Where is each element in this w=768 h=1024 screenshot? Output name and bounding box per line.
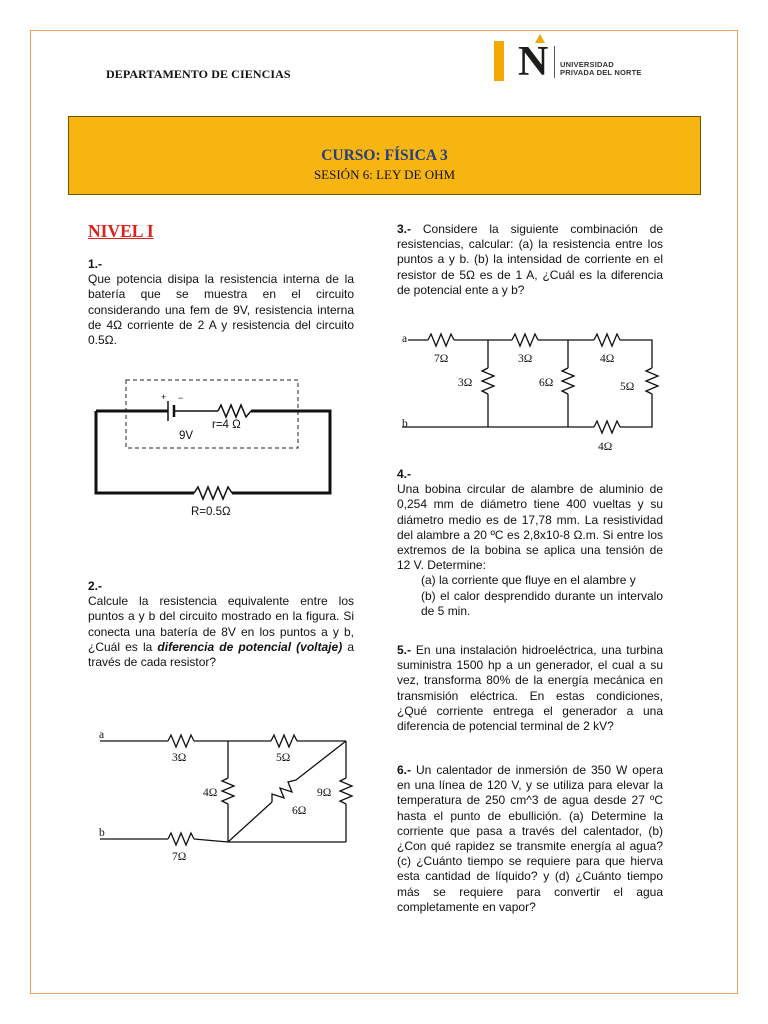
label-5ohm: 5Ω — [620, 381, 635, 393]
label-3ohm: 3Ω — [172, 752, 187, 764]
resistor-3ohm — [168, 735, 194, 747]
problem-6 — [397, 763, 663, 915]
logo-divider — [554, 46, 555, 78]
problem-text-part: a través de cada resistor? — [88, 639, 354, 670]
label-5ohm: 5Ω — [276, 752, 291, 764]
problem-2 — [88, 579, 354, 670]
problem-4 — [397, 467, 663, 619]
plus-sign: + — [161, 392, 167, 402]
logo-n-mark: N — [518, 39, 549, 85]
label-4ohm: 4Ω — [203, 787, 218, 799]
circuit-figure-1 — [90, 375, 340, 525]
course-banner — [68, 116, 701, 195]
resistor-5ohm — [646, 368, 658, 394]
label-4ohm-top: 4Ω — [600, 353, 615, 365]
problem-text: Una bobina circular de alambre de aluminio de 0,254 mm de diámetro tiene 400 vueltas y su diámetro medio es de 17,78 mm. La resistividad del alambre a 20 ºC es 2,8x10-8 Ω.m. Si entre los extremos de la bobina se aplica una tensión de 12 V. Determine: — [397, 482, 663, 573]
terminal-b-label: b — [99, 827, 105, 839]
course-title: CURSO: FÍSICA 3 — [321, 147, 448, 164]
problem-number: 6.- — [397, 763, 412, 777]
wire — [228, 802, 272, 842]
problem-text — [88, 594, 354, 670]
problem-text-body: En una instalación hidroeléctrica, una turbina suministra 1500 hp a un generador, el cual a su vez, transforma 80% de la energía mecánica en transmisión eléctrica. En estas condiciones, ¿Qué corriente entrega el generador a una diferencia de potencial terminal de 2 kV? — [397, 643, 663, 734]
problem-3 — [397, 222, 663, 298]
problem-text: Que potencia disipa la resistencia interna de la batería que se muestra en el circuito considerando una fem de 9V, resistencia interna de 4Ω corriente de 2 A y resistencia del circuito 0.5Ω. — [88, 272, 354, 348]
resistor-load — [194, 487, 232, 499]
resistor-internal — [218, 405, 251, 417]
problem-text-body: Considere la siguiente combinación de resistencias, calcular: (a) la resistencia entre los puntos a y b. (b) la intensidad de corriente en el resistor de 5Ω es de 1 A, ¿Cuál es la diferencia de potencial ente a y b? — [397, 222, 663, 297]
problem-text — [397, 763, 663, 915]
resistor-3ohm-vertical — [482, 368, 494, 394]
problem-text — [397, 643, 663, 734]
label-7ohm: 7Ω — [172, 851, 187, 863]
dashed-battery-box — [126, 380, 298, 448]
label-4ohm-bottom: 4Ω — [598, 441, 613, 453]
university-logo — [494, 38, 654, 84]
circuit-figure-3 — [400, 332, 665, 452]
label-6ohm: 6Ω — [539, 377, 554, 389]
problem-text-part: Calcule la resistencia equivalente entre los puntos a y b del circuito mostrado en la figura. Si conecta una batería de 8V en los puntos a y b, ¿Cuál es la — [88, 594, 354, 654]
label-3ohm-top: 3Ω — [518, 353, 533, 365]
label-9ohm: 9Ω — [317, 787, 332, 799]
wire — [296, 741, 346, 780]
level-heading: NIVEL I — [88, 221, 154, 241]
load-resistor-label: R=0.5Ω — [191, 506, 231, 518]
resistor-4ohm-bottom — [594, 421, 620, 433]
resistor-9ohm — [340, 778, 352, 804]
wire — [620, 394, 652, 427]
logo-text — [560, 61, 642, 77]
label-7ohm: 7Ω — [434, 353, 449, 365]
terminal-a-label: a — [99, 729, 105, 741]
problem-5 — [397, 643, 663, 734]
resistor-4ohm — [222, 778, 234, 804]
terminal-b-label: b — [402, 418, 408, 430]
session-title: SESIÓN 6: LEY DE OHM — [313, 167, 456, 182]
label-3ohm-vertical: 3Ω — [458, 377, 473, 389]
logo-accent — [535, 34, 545, 43]
department-title: DEPARTAMENTO DE CIENCIAS — [106, 67, 291, 81]
problem-item: (b) el calor desprendido durante un intervalo de 5 min. — [421, 588, 663, 618]
problem-number: 5.- — [397, 643, 412, 657]
logo-line2: PRIVADA DEL NORTE — [560, 68, 642, 77]
problem-text-body: Un calentador de inmersión de 350 W opera en una línea de 120 V, y se utiliza para elevar la temperatura de 250 cm^3 de agua desde 27 ºC hasta el punto de ebullición. (a) Determine la corriente que pasa a través del calentador, (b) ¿Con qué rapidez se transmite energía al agua? (c) ¿Cuánto tiempo se requiere para que hierva esta cantidad de líquido? y (d) ¿Cuánto tiempo más se requiere para convertir el agua completamente en vapor? — [397, 763, 663, 914]
problem-text — [397, 222, 663, 298]
resistor-4ohm-top — [594, 334, 620, 346]
problem-text-bold: diferencia de potencial (voltaje) — [157, 639, 343, 654]
problem-1 — [88, 257, 354, 348]
resistor-7ohm — [428, 334, 454, 346]
resistor-5ohm — [271, 735, 297, 747]
wire — [194, 839, 346, 842]
resistor-6ohm — [562, 368, 574, 394]
logo-line1: UNIVERSIDAD — [560, 60, 614, 69]
resistor-7ohm — [168, 833, 194, 845]
terminal-a-label: a — [402, 333, 408, 345]
resistor-6ohm — [272, 780, 296, 802]
minus-sign: − — [178, 393, 184, 403]
wire — [232, 411, 330, 493]
problem-number: 4.- — [397, 467, 412, 481]
wire — [96, 411, 194, 493]
internal-resistor-label: r=4 Ω — [212, 419, 241, 431]
battery-label: 9V — [179, 430, 194, 442]
resistor-3ohm-top — [512, 334, 538, 346]
circuit-figure-2 — [96, 730, 366, 870]
problem-item: (a) la corriente que fluye en el alambre y — [421, 573, 636, 588]
problem-number: 2.- — [88, 579, 103, 593]
logo-bar — [494, 41, 504, 81]
problem-number: 1.- — [88, 257, 103, 271]
problem-number: 3.- — [397, 222, 412, 236]
wire — [620, 340, 652, 368]
label-6ohm: 6Ω — [292, 805, 307, 817]
